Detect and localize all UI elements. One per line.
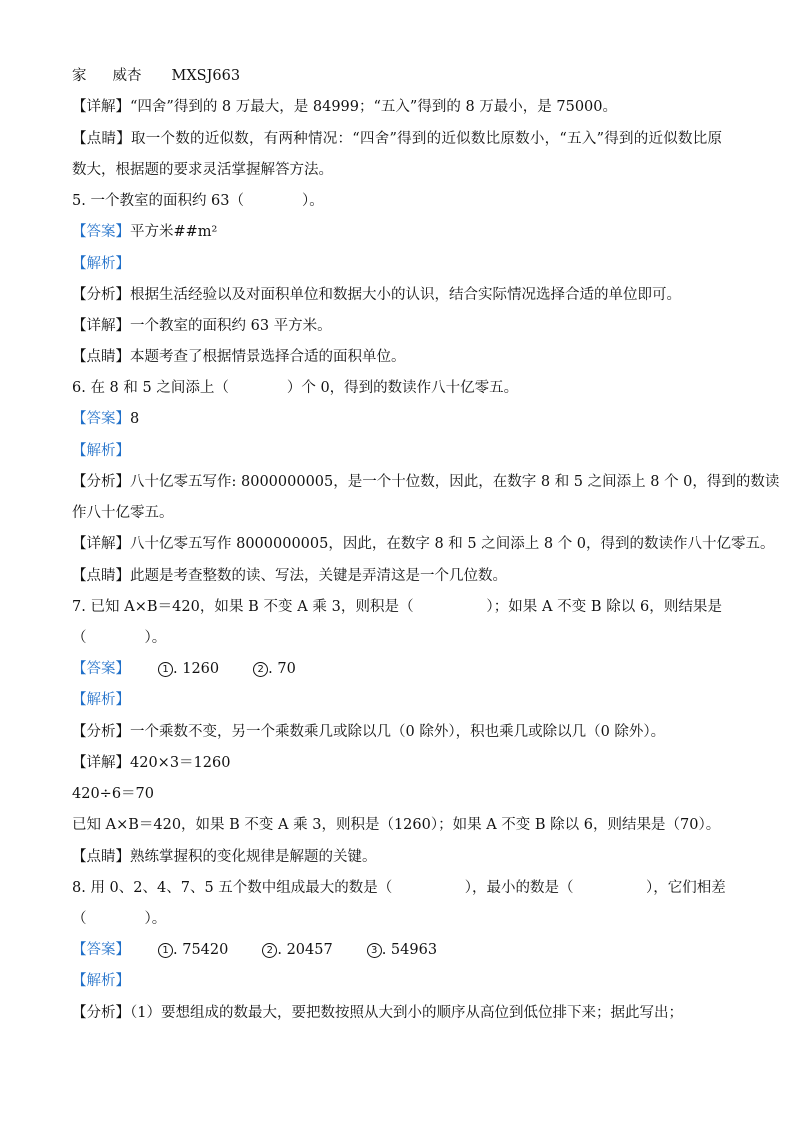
prev-point-text-1: 取一个数的近似数，有两种情况：“四舍”得到的近似数比原数小，“五入”得到的近似数比原: [131, 131, 722, 147]
fenxi-tag: 【分析】: [72, 474, 130, 490]
q7-point: [72, 847, 722, 867]
q7-question-line-2: [72, 628, 722, 648]
point-tag: 【点睛】: [72, 349, 130, 365]
q8-fenxi: [72, 1003, 722, 1023]
detail-tag: 【详解】: [72, 99, 130, 115]
point-tag: 【点睛】: [72, 131, 132, 147]
q8-answer-1: [158, 940, 228, 960]
q7-point-text: 熟练掌握积的变化规律是解题的关键。: [130, 849, 377, 865]
fenxi-tag: 【分析】: [72, 724, 130, 740]
detail-tag: 【详解】: [72, 318, 130, 334]
q5-question-text: 5. 一个教室的面积约 63（ ）。: [72, 193, 324, 209]
detail-tag: 【详解】: [72, 536, 130, 552]
q7-detail-line-2: [72, 784, 722, 804]
answer-value: . 1260: [173, 661, 220, 677]
detail-tag: 【详解】: [72, 755, 130, 771]
q7-detail-line-3: [72, 815, 722, 835]
answer-tag: 【答案】: [72, 661, 130, 677]
q8-analysis: [72, 971, 722, 991]
q5-answer-text: 平方米##m²: [130, 224, 218, 240]
q6-analysis: [72, 441, 722, 461]
answer-tag: 【答案】: [72, 224, 130, 240]
q5-question: [72, 191, 722, 211]
header-name: 威杏: [112, 68, 142, 84]
prev-detail-text: “四舍”得到的 8 万最大，是 84999；“五入”得到的 8 万最小，是 75000。: [130, 99, 618, 115]
q7-detail-text-1: 420×3＝1260: [130, 755, 231, 771]
q7-question-text-1: 7. 已知 A×B＝420，如果 B 不变 A 乘 3，则积是（ ）；如果 A 不变 B 除以 6，则结果是: [72, 599, 722, 615]
answer-tag: 【答案】: [72, 942, 130, 958]
fenxi-tag: 【分析】: [72, 1005, 130, 1021]
prev-detail: [72, 97, 722, 117]
page-header: [72, 66, 722, 86]
analysis-tag: 【解析】: [72, 973, 130, 989]
q6-answer: [72, 409, 722, 429]
q7-detail-line-1: [72, 753, 722, 773]
prev-point-line-2: [72, 160, 722, 180]
q5-fenxi-text: 根据生活经验以及对面积单位和数据大小的认识，结合实际情况选择合适的单位即可。: [130, 287, 681, 303]
q6-answer-text: 8: [130, 411, 140, 427]
q7-answer-1: [158, 659, 219, 679]
prev-point-line-1: [72, 129, 722, 149]
fenxi-tag: 【分析】: [72, 287, 130, 303]
q7-analysis: [72, 690, 722, 710]
answer-tag: 【答案】: [72, 411, 130, 427]
q5-detail: [72, 316, 722, 336]
q5-answer: [72, 222, 722, 242]
q6-fenxi-text-1: 八十亿零五写作: 8000000005，是一个十位数，因此，在数字 8 和 5 之间添上 8 个 0，得到的数读: [130, 474, 780, 490]
circled-number: 1: [158, 943, 173, 958]
q7-detail-text-2: 420÷6＝70: [72, 786, 155, 802]
q6-question: [72, 378, 722, 398]
q6-fenxi-line-1: [72, 472, 780, 492]
answer-value: . 54963: [381, 942, 438, 958]
q6-fenxi-line-2: [72, 503, 722, 523]
analysis-tag: 【解析】: [72, 692, 130, 708]
q8-fenxi-text: （1）要想组成的数最大，要把数按照从大到小的顺序从高位到低位排下来；据此写出；: [130, 1005, 683, 1021]
header-char: 家: [72, 68, 87, 84]
q7-fenxi-text: 一个乘数不变，另一个乘数乘几或除以几（0 除外），积也乘几或除以几（0 除外）。: [130, 724, 666, 740]
prev-point-text-2: 数大，根据题的要求灵活掌握解答方法。: [72, 162, 333, 178]
q8-question-text-1: 8. 用 0、2、4、7、5 五个数中组成最大的数是（ ），最小的数是（ ），它们相差: [72, 880, 726, 896]
q5-point: [72, 347, 722, 367]
q5-fenxi: [72, 285, 722, 305]
q5-detail-text: 一个教室的面积约 63 平方米。: [130, 318, 332, 334]
q6-fenxi-text-2: 作八十亿零五。: [72, 505, 174, 521]
q8-answer-3: [367, 940, 437, 960]
answer-value: . 20457: [277, 942, 333, 958]
q8-question-line-2: [72, 909, 722, 929]
q5-point-text: 本题考查了根据情景选择合适的面积单位。: [130, 349, 406, 365]
q8-answer: [72, 940, 722, 960]
q6-detail-text: 八十亿零五写作 8000000005，因此，在数字 8 和 5 之间添上 8 个 0，得到的数读作八十亿零五。: [130, 536, 775, 552]
q6-question-text: 6. 在 8 和 5 之间添上（ ）个 0，得到的数读作八十亿零五。: [72, 380, 519, 396]
q7-answer-2: [253, 659, 296, 679]
analysis-tag: 【解析】: [72, 256, 130, 272]
circled-number: 2: [262, 943, 277, 958]
circled-number: 3: [367, 943, 382, 958]
answer-value: . 75420: [173, 942, 229, 958]
q8-question-line-1: [72, 878, 726, 898]
circled-number: 2: [253, 662, 268, 677]
header-code: MXSJ663: [171, 68, 241, 84]
q7-question-line-1: [72, 597, 722, 617]
q8-answer-2: [262, 940, 332, 960]
analysis-tag: 【解析】: [72, 443, 130, 459]
q6-point-text: 此题是考查整数的读、写法，关键是弄清这是一个几位数。: [130, 568, 507, 584]
point-tag: 【点睛】: [72, 568, 130, 584]
q8-question-text-2: （ ）。: [72, 911, 167, 927]
point-tag: 【点睛】: [72, 849, 130, 865]
q6-detail: [72, 534, 775, 554]
q7-fenxi: [72, 722, 722, 742]
q7-detail-text-3: 已知 A×B＝420，如果 B 不变 A 乘 3，则积是（1260）；如果 A 不变 B 除以 6，则结果是（70）。: [72, 817, 721, 833]
q6-point: [72, 566, 722, 586]
q7-answer: [72, 659, 722, 679]
circled-number: 1: [158, 662, 173, 677]
q5-analysis: [72, 254, 722, 274]
q7-question-text-2: （ ）。: [72, 630, 167, 646]
answer-value: . 70: [268, 661, 296, 677]
